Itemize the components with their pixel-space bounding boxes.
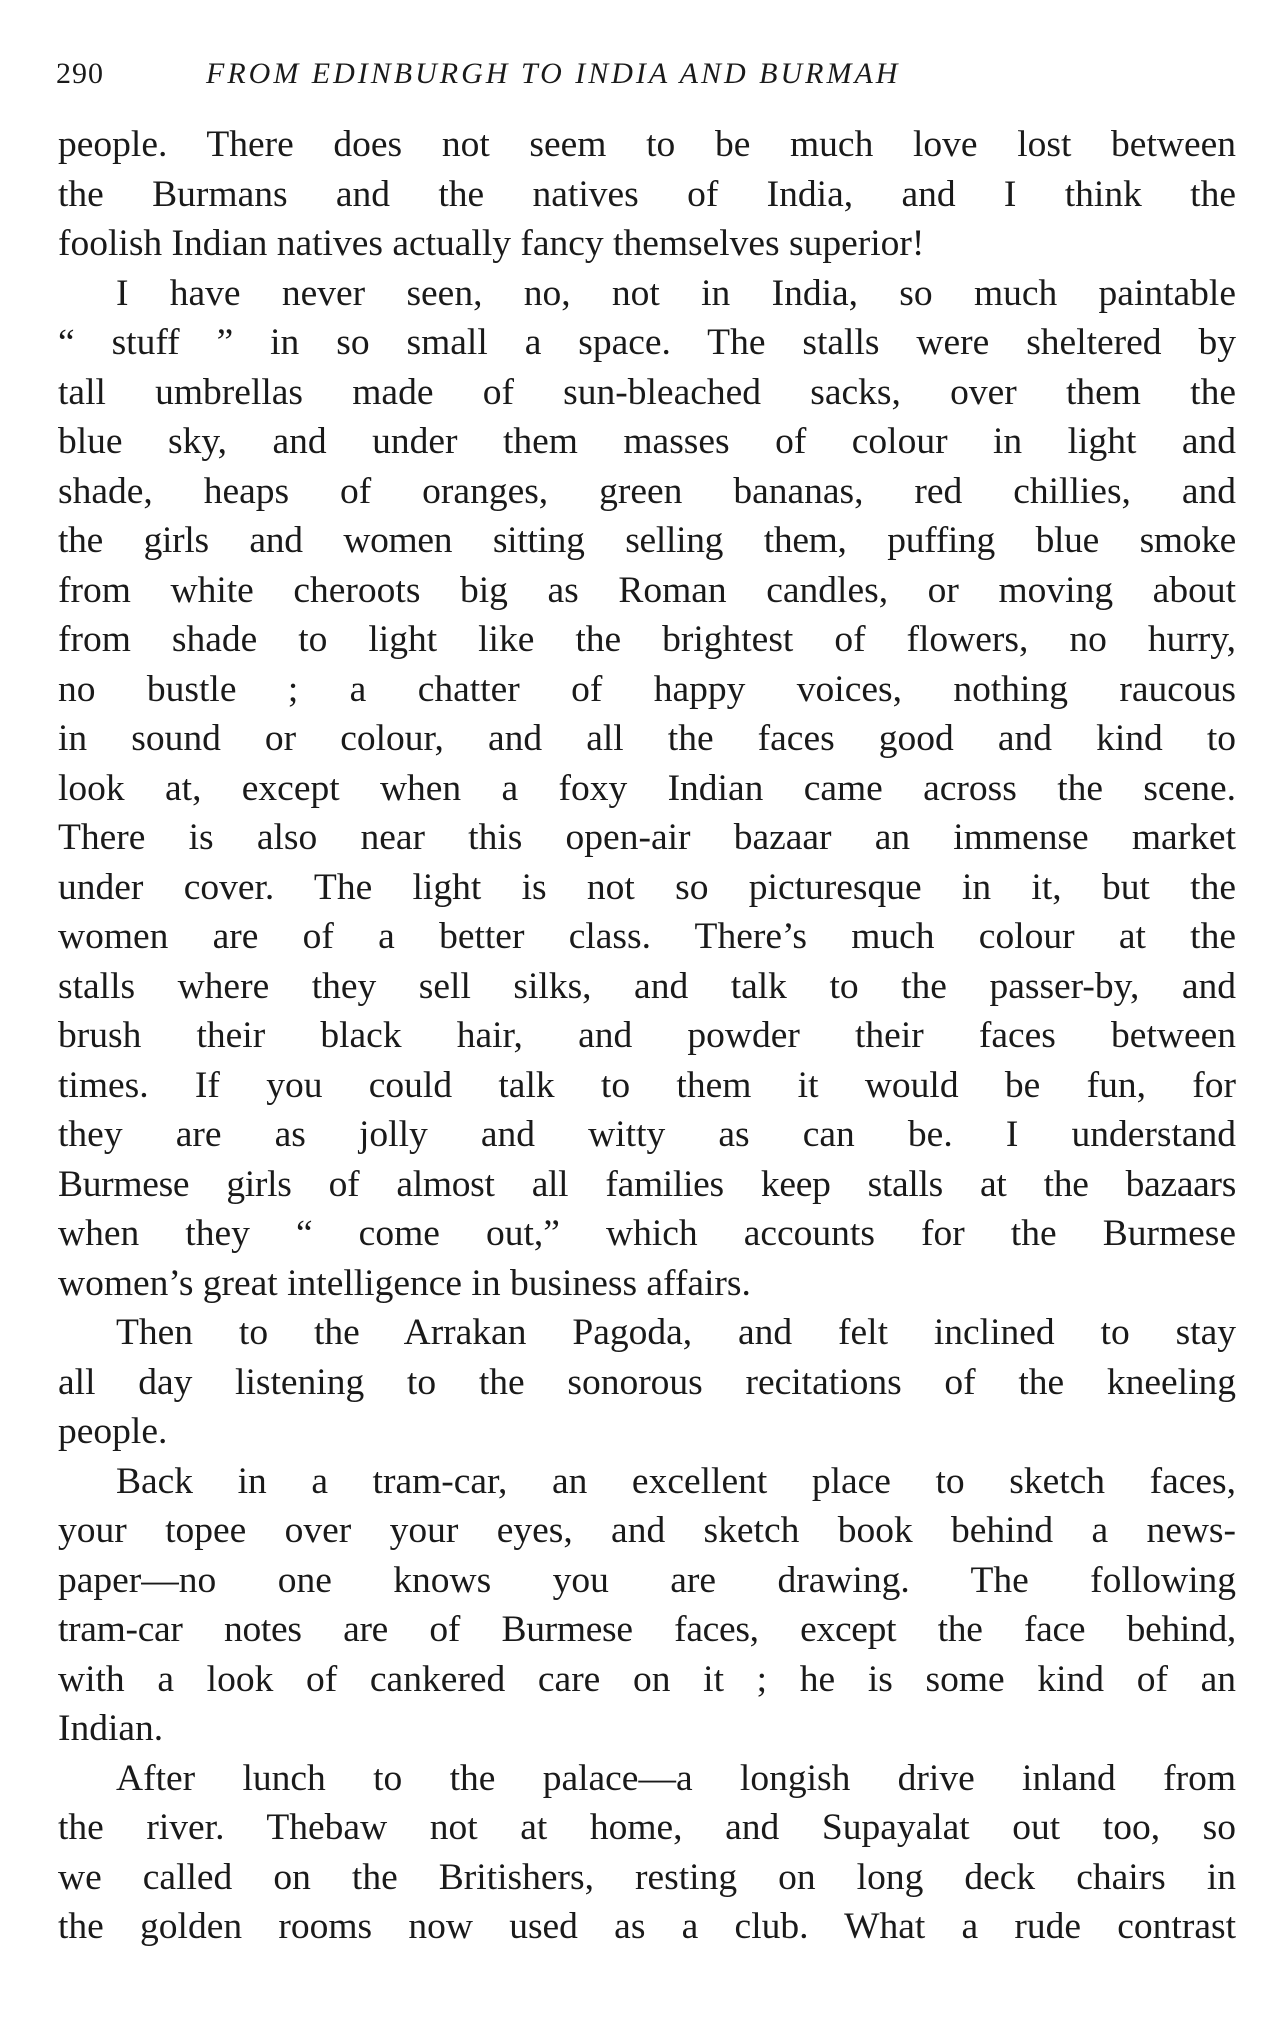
text-line: blue sky, and under them masses of colour in light and: [58, 421, 1236, 462]
text-line: Indian.: [58, 1708, 164, 1749]
text-line: Then to the Arrakan Pagoda, and felt inclined to stay: [116, 1312, 1236, 1353]
text-line: from shade to light like the brightest of flowers, no hurry,: [58, 619, 1236, 660]
text-line: I have never seen, no, not in India, so much paintable: [116, 272, 1236, 314]
text-line: Burmese girls of almost all families keep stalls at the bazaars: [58, 1163, 1236, 1205]
page-header: [56, 50, 1236, 98]
body-text: [58, 120, 1236, 1952]
text-line: Back in a tram-car, an excellent place to sketch faces,: [116, 1460, 1236, 1502]
text-line: the Burmans and the natives of India, and I think the: [58, 173, 1236, 215]
text-line: from white cheroots big as Roman candles, or moving about: [58, 569, 1236, 611]
text-line: your topee over your eyes, and sketch book behind a news-: [58, 1510, 1236, 1551]
text-line: look at, except when a foxy Indian came across the scene.: [58, 767, 1236, 809]
text-line: shade, heaps of oranges, green bananas, red chillies, and: [58, 470, 1236, 512]
text-line: people. There does not seem to be much love lost between: [58, 124, 1236, 165]
text-line: brush their black hair, and powder their faces between: [58, 1015, 1236, 1056]
running-title: FROM EDINBURGH TO INDIA AND BURMAH: [206, 57, 901, 90]
text-line: all day listening to the sonorous recitations of the kneeling: [58, 1361, 1236, 1403]
text-line: tram-car notes are of Burmese faces, except the face behind,: [58, 1609, 1236, 1650]
text-line: no bustle ; a chatter of happy voices, nothing raucous: [58, 668, 1236, 710]
text-line: tall umbrellas made of sun-bleached sacks, over them the: [58, 371, 1236, 413]
text-line: women’s great intelligence in business affairs.: [58, 1262, 751, 1304]
text-line: There is also near this open-air bazaar an immense market: [58, 817, 1236, 858]
text-line: under cover. The light is not so picturesque in it, but the: [58, 866, 1236, 908]
text-line: paper—no one knows you are drawing. The following: [58, 1559, 1236, 1601]
text-line: the girls and women sitting selling them, puffing blue smoke: [58, 520, 1236, 561]
text-line: times. If you could talk to them it would be fun, for: [58, 1064, 1236, 1106]
text-line: stalls where they sell silks, and talk to the passer-by, and: [58, 965, 1236, 1007]
text-line: with a look of cankered care on it ; he is some kind of an: [58, 1658, 1236, 1700]
text-line: the river. Thebaw not at home, and Supayalat out too, so: [58, 1807, 1236, 1848]
text-line: people.: [58, 1411, 168, 1452]
text-line: After lunch to the palace—a longish drive inland from: [116, 1757, 1236, 1799]
text-line: “ stuff ” in so small a space. The stalls were sheltered by: [58, 322, 1236, 363]
text-line: in sound or colour, and all the faces good and kind to: [58, 718, 1236, 759]
text-line: the golden rooms now used as a club. What a rude contrast: [58, 1906, 1236, 1947]
page-number: 290: [56, 57, 104, 90]
text-line: they are as jolly and witty as can be. I understand: [58, 1114, 1236, 1155]
text-line: when they “ come out,” which accounts for the Burmese: [58, 1213, 1236, 1254]
text-line: foolish Indian natives actually fancy themselves superior!: [58, 223, 925, 264]
text-line: women are of a better class. There’s much colour at the: [58, 916, 1236, 957]
text-line: we called on the Britishers, resting on long deck chairs in: [58, 1856, 1236, 1898]
